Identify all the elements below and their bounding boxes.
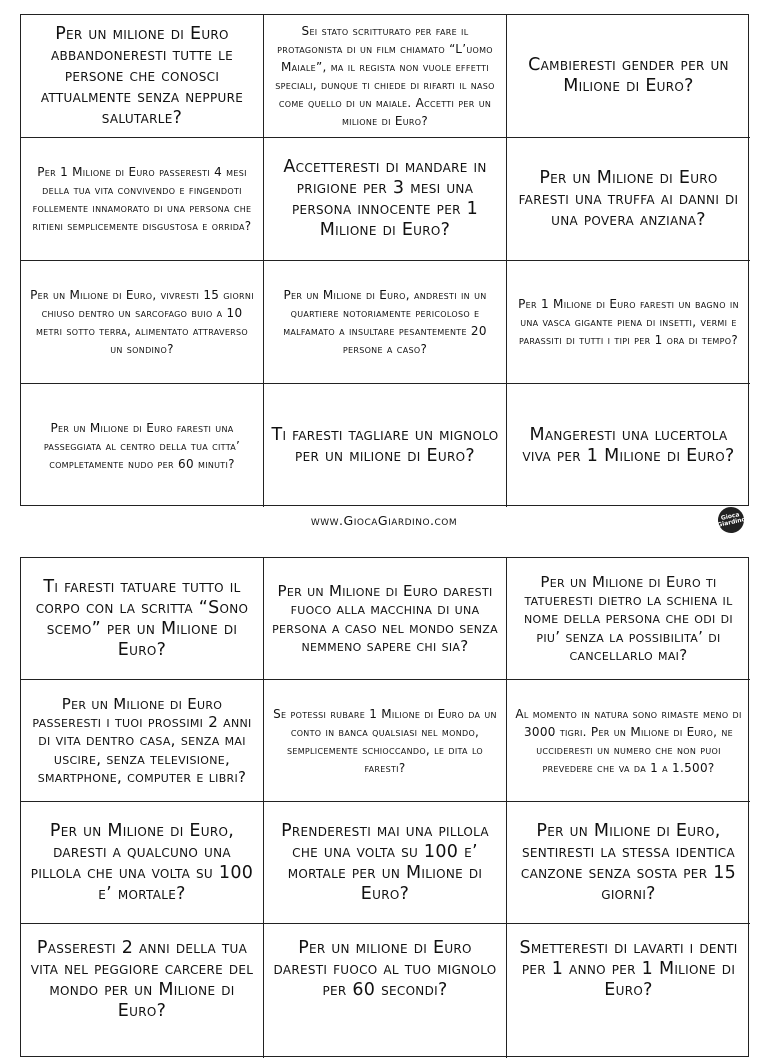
card-text: Prenderesti mai una pillola che una volta su 100 e’ mortale per un Milione di Euro? xyxy=(281,820,489,904)
card xyxy=(21,261,264,384)
card-text: Per un Milione di Euro ti tatueresti dietro la schiena il nome della persona che odi di piu’ senza la possibilita’ di cancellarlo mai? xyxy=(524,572,733,664)
card-text: Mangeresti una lucertola viva per 1 Milione di Euro? xyxy=(522,424,735,466)
card-sheet-bottom xyxy=(20,557,749,1057)
card-text: Passeresti 2 anni della tua vita nel peggiore carcere del mondo per un Milione di Euro? xyxy=(30,938,254,1021)
card-text: Per un Milione di Euro passeresti i tuoi prossimi 2 anni di vita dentro casa, senza mai uscire, senza televisione, smartphone, computer e libri? xyxy=(32,694,252,786)
card xyxy=(264,138,507,261)
card-text: Al momento in natura sono rimaste meno di 3000 tigri. Per un Milione di Euro, ne uccideresti un numero che non puoi prevedere che va da 1 a 1.500? xyxy=(515,706,742,775)
card-text: Smetteresti di lavarti i denti per 1 anno per 1 Milione di Euro? xyxy=(519,938,738,1000)
brand-logo xyxy=(716,505,747,536)
card-text: Per un Milione di Euro faresti una truffa ai danni di una povera anziana? xyxy=(518,167,739,230)
card xyxy=(507,15,750,138)
card-text: Per un Milione di Euro, andresti in un quartiere notoriamente pericoloso e malfamato a insultare pesantemente 20 persone a caso? xyxy=(283,288,487,356)
website-url[interactable]: www.GiocaGiardino.com xyxy=(310,513,458,528)
card xyxy=(21,138,264,261)
card-text: Cambieresti gender per un Milione di Euro? xyxy=(528,55,729,96)
logo-text: Gioca Giardino xyxy=(716,511,747,529)
card-text: Per un milione di Euro daresti fuoco al tuo mignolo per 60 secondi? xyxy=(273,938,497,1000)
card-text: Per un milione di Euro abbandoneresti tutte le persone che conosci attualmente senza neppure salutarle? xyxy=(40,23,244,128)
card xyxy=(264,384,507,507)
card-text: Per un Milione di Euro daresti fuoco alla macchina di una persona a caso nel mondo senza nemmeno sapere chi sia? xyxy=(272,581,498,655)
card xyxy=(21,802,264,924)
card-text: Per un Milione di Euro faresti una passeggiata al centro della tua citta’ completamente nudo per 60 minuti? xyxy=(43,420,241,471)
card-text: Se potessi rubare 1 Milione di Euro da un conto in banca qualsiasi nel mondo, semplicemente schioccando, le dita lo faresti? xyxy=(273,706,497,775)
card-text: Per un Milione di Euro, vivresti 15 giorni chiuso dentro un sarcofago buio a 10 metri sotto terra, alimentato attraverso un sondino? xyxy=(30,288,254,356)
card-text: Accetteresti di mandare in prigione per 3 mesi una persona innocente per 1 Milione di Euro? xyxy=(283,157,487,240)
card xyxy=(264,15,507,138)
card-text: Ti faresti tatuare tutto il corpo con la scritta “Sono scemo” per un Milione di Euro? xyxy=(35,576,249,660)
card xyxy=(264,802,507,924)
card xyxy=(264,680,507,802)
card-text: Ti faresti tagliare un mignolo per un milione di Euro? xyxy=(271,424,499,466)
card-text: Per 1 Milione di Euro passeresti 4 mesi della tua vita convivendo e fingendoti follemente innamorato di una persona che ritieni semplicemente disgustosa e orrida? xyxy=(32,165,252,233)
card xyxy=(264,261,507,384)
card xyxy=(507,680,750,802)
card xyxy=(507,802,750,924)
card xyxy=(507,138,750,261)
card-text: Sei stato scritturato per fare il protagonista di un film chiamato “L’uomo Maiale”, ma il regista non vuole effetti speciali, dunque ti chiede di rifarti il naso come quello di un maiale. Accetti per un milione di Euro? xyxy=(275,24,495,128)
card-sheet-top xyxy=(20,14,749,506)
card xyxy=(21,384,264,507)
card-text: Per 1 Milione di Euro faresti un bagno in una vasca gigante piena di insetti, vermi e parassiti di tutti i tipi per 1 ora di tempo? xyxy=(518,297,739,347)
card xyxy=(264,924,507,1058)
card-text: Per un Milione di Euro, sentiresti la stessa identica canzone senza sosta per 15 giorni? xyxy=(520,820,737,904)
card xyxy=(21,558,264,680)
card xyxy=(21,680,264,802)
card xyxy=(507,924,750,1058)
card xyxy=(264,558,507,680)
card xyxy=(507,261,750,384)
card xyxy=(507,558,750,680)
card xyxy=(507,384,750,507)
card-text: Per un Milione di Euro, daresti a qualcuno una pillola che una volta su 100 e’ mortale? xyxy=(30,820,254,904)
card xyxy=(21,15,264,138)
card xyxy=(21,924,264,1058)
